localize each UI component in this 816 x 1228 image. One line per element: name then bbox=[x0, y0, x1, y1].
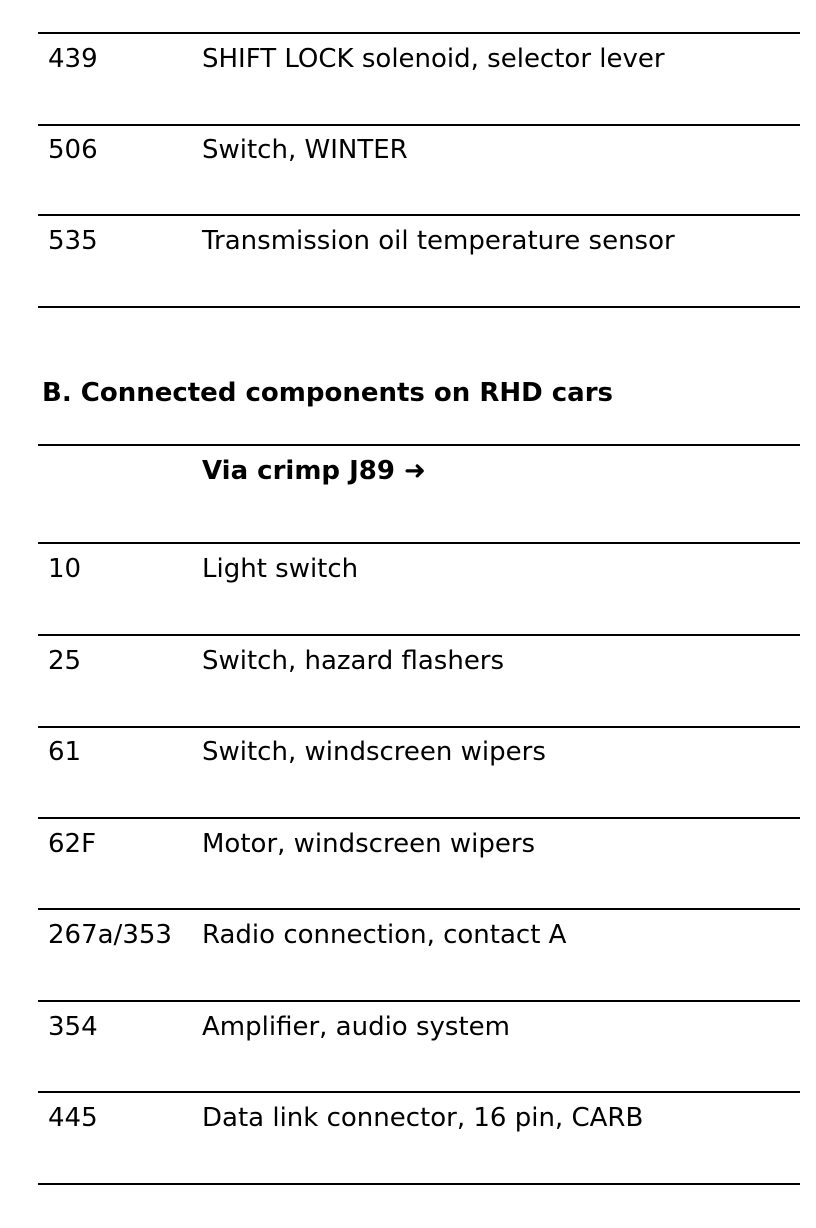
component-description: Switch, windscreen wipers bbox=[202, 737, 546, 767]
component-code: 61 bbox=[48, 737, 82, 767]
section-heading: B. Connected components on RHD cars bbox=[42, 378, 614, 408]
table-b-top-rule bbox=[38, 444, 800, 446]
component-description: Light switch bbox=[202, 554, 359, 584]
row-divider bbox=[38, 634, 800, 636]
row-divider bbox=[38, 214, 800, 216]
component-description: Transmission oil temperature sensor bbox=[202, 226, 675, 256]
component-description: SHIFT LOCK solenoid, selector lever bbox=[202, 44, 665, 74]
component-code: 62F bbox=[48, 829, 97, 859]
component-description: Amplifier, audio system bbox=[202, 1012, 510, 1042]
table-a-top-rule bbox=[38, 32, 800, 34]
row-divider bbox=[38, 726, 800, 728]
component-description: Motor, windscreen wipers bbox=[202, 829, 536, 859]
row-divider bbox=[38, 124, 800, 126]
row-divider bbox=[38, 1091, 800, 1093]
component-code: 25 bbox=[48, 646, 82, 676]
component-description: Switch, hazard flashers bbox=[202, 646, 505, 676]
component-code: 535 bbox=[48, 226, 98, 256]
component-code: 439 bbox=[48, 44, 98, 74]
component-code: 506 bbox=[48, 135, 98, 165]
table-a-bottom-rule bbox=[38, 306, 800, 308]
row-divider bbox=[38, 1000, 800, 1002]
component-code: 445 bbox=[48, 1103, 98, 1133]
row-divider bbox=[38, 817, 800, 819]
via-crimp-label: Via crimp J89 ➜ bbox=[202, 456, 426, 486]
component-description: Radio connection, contact A bbox=[202, 920, 567, 950]
component-code: 354 bbox=[48, 1012, 98, 1042]
component-code: 267a/353 bbox=[48, 920, 172, 950]
row-divider bbox=[38, 908, 800, 910]
table-b-bottom-rule bbox=[38, 1183, 800, 1185]
component-code: 10 bbox=[48, 554, 82, 584]
component-description: Data link connector, 16 pin, CARB bbox=[202, 1103, 644, 1133]
component-description: Switch, WINTER bbox=[202, 135, 408, 165]
row-divider bbox=[38, 542, 800, 544]
